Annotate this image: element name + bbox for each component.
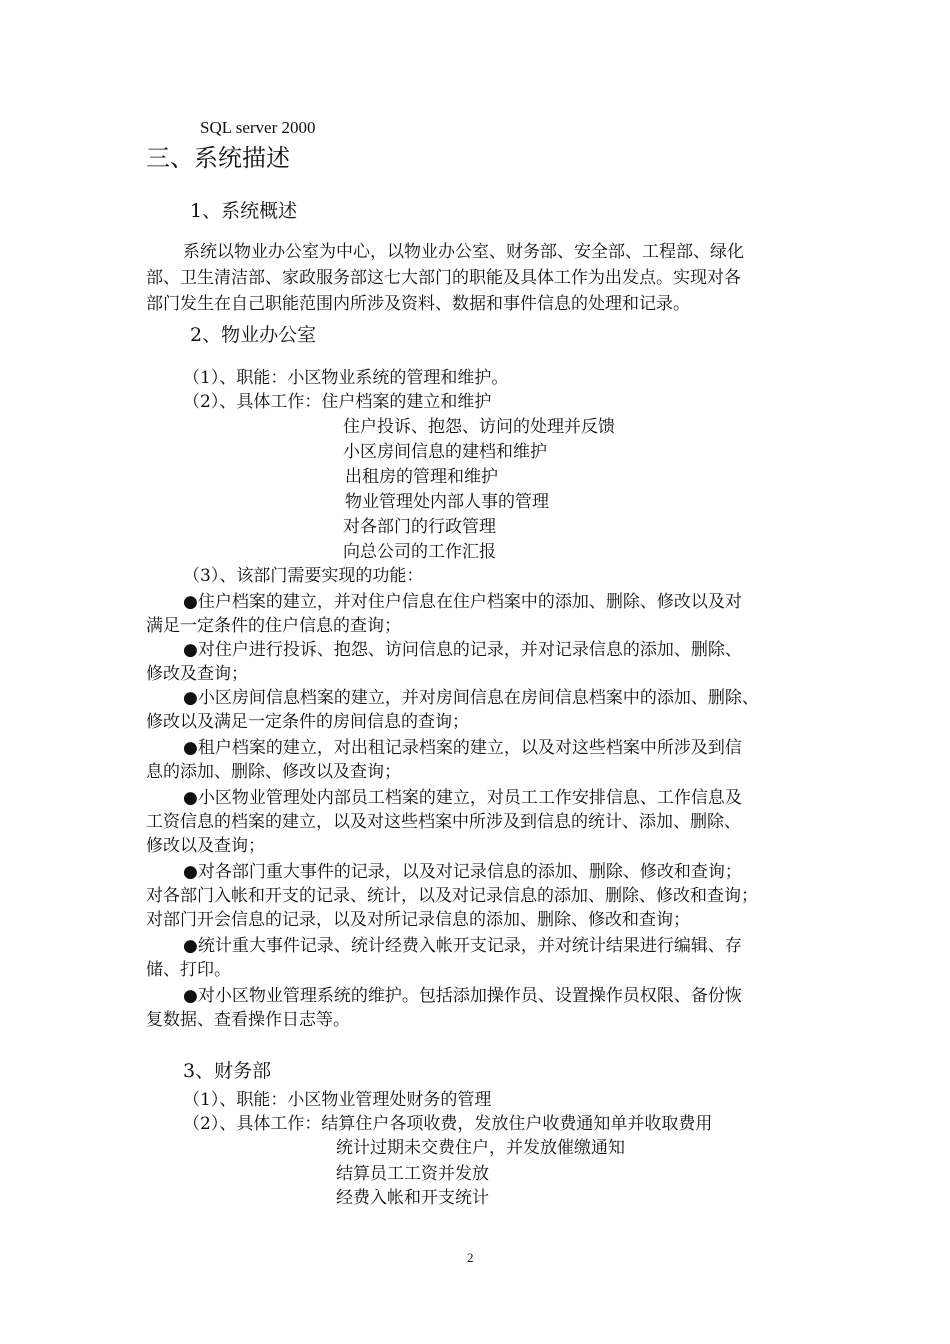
- function-line: ●住户档案的建立，并对住户信息在住户档案中的添加、删除、修改以及对: [183, 592, 742, 612]
- function-line: 对部门开会信息的记录，以及对所记录信息的添加、删除、修改和查询；: [146, 910, 690, 930]
- office-work-item: 向总公司的工作汇报: [343, 542, 496, 562]
- finance-work-first: （2）、具体工作：结算住户各项收费，发放住户收费通知单并收取费用: [183, 1114, 713, 1134]
- function-line: 满足一定条件的住户信息的查询；: [146, 616, 401, 636]
- finance-work-item: 结算员工工资并发放: [336, 1164, 489, 1184]
- function-line: 工资信息的档案的建立，以及对这些档案中所涉及到信息的统计、添加、删除、: [146, 812, 741, 832]
- function-line: ●对住户进行投诉、抱怨、访问信息的记录，并对记录信息的添加、删除、: [183, 640, 742, 660]
- overview-line: 系统以物业办公室为中心，以物业办公室、财务部、安全部、工程部、绿化: [183, 242, 744, 262]
- office-work-item: 物业管理处内部人事的管理: [345, 492, 549, 512]
- function-line: 修改及查询；: [146, 664, 248, 684]
- function-line: 复数据、查看操作日志等。: [146, 1010, 350, 1030]
- overview-line: 部、卫生清洁部、家政服务部这七大部门的职能及具体工作为出发点。实现对各: [146, 268, 741, 288]
- office-heading: 2、物业办公室: [190, 324, 317, 346]
- page-number: 2: [467, 1250, 474, 1265]
- function-line: ●统计重大事件记录、统计经费入帐开支记录，并对统计结果进行编辑、存: [183, 936, 742, 956]
- function-line: 修改以及查询；: [146, 836, 265, 856]
- office-work-first: （2）、具体工作：住户档案的建立和维护: [183, 392, 492, 412]
- function-line: 息的添加、删除、修改以及查询；: [146, 762, 401, 782]
- functions-title: （3）、该部门需要实现的功能：: [183, 566, 424, 586]
- office-work-item: 出租房的管理和维护: [345, 467, 498, 487]
- function-line: 储、打印。: [146, 960, 231, 980]
- finance-work-item: 经费入帐和开支统计: [336, 1188, 489, 1208]
- function-line: 修改以及满足一定条件的房间信息的查询；: [146, 712, 469, 732]
- finance-heading: 3、财务部: [183, 1060, 272, 1082]
- function-line: ●租户档案的建立，对出租记录档案的建立，以及对这些档案中所涉及到信: [183, 738, 742, 758]
- function-line: ●小区物业管理处内部员工档案的建立，对员工工作安排信息、工作信息及: [183, 788, 742, 808]
- function-line: ●对各部门重大事件的记录，以及对记录信息的添加、删除、修改和查询；: [183, 862, 742, 882]
- function-line: 对各部门入帐和开支的记录、统计，以及对记录信息的添加、删除、修改和查询；: [146, 886, 758, 906]
- finance-duty: （1）、职能：小区物业管理处财务的管理: [183, 1090, 492, 1110]
- finance-work-item: 统计过期未交费住户，并发放催缴通知: [336, 1138, 625, 1158]
- office-work-item: 对各部门的行政管理: [343, 517, 496, 537]
- overview-line: 部门发生在自己职能范围内所涉及资料、数据和事件信息的处理和记录。: [146, 294, 690, 314]
- section-title: 三、系统描述: [146, 144, 290, 172]
- office-work-item: 小区房间信息的建档和维护: [343, 442, 547, 462]
- overview-heading: 1、系统概述: [190, 200, 298, 222]
- software-name: SQL server 2000: [200, 118, 316, 137]
- office-duty: （1）、职能：小区物业系统的管理和维护。: [183, 368, 509, 388]
- function-line: ●小区房间信息档案的建立，并对房间信息在房间信息档案中的添加、删除、: [183, 688, 759, 708]
- office-work-item: 住户投诉、抱怨、访问的处理并反馈: [343, 417, 615, 437]
- function-line: ●对小区物业管理系统的维护。包括添加操作员、设置操作员权限、备份恢: [183, 986, 742, 1006]
